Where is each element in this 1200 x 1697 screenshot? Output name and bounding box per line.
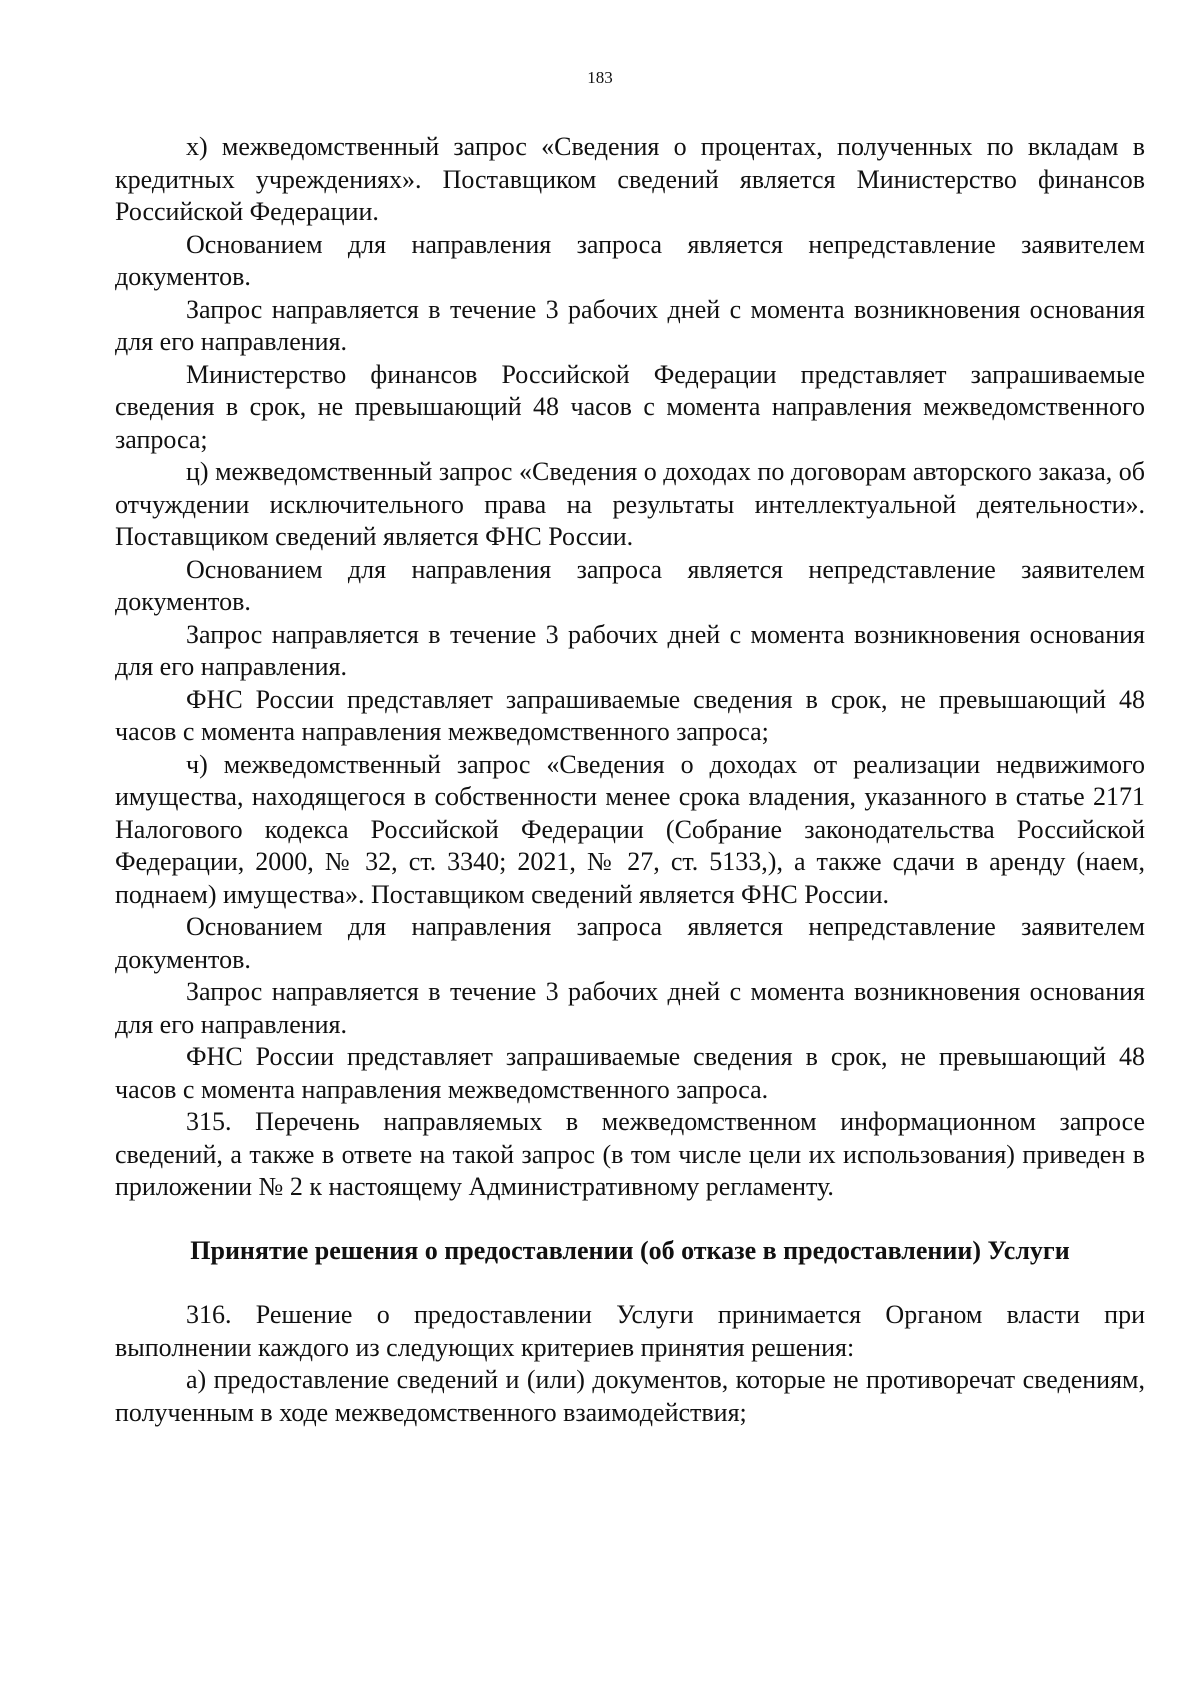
paragraph-item-ts: ц) межведомственный запрос «Сведения о доходах по договорам авторского заказа, об отчуждении исключительного права на результаты интеллектуальной деятельности». Поставщиком сведений является ФНС России. xyxy=(115,457,1145,551)
paragraph-response-term: ФНС России представляет запрашиваемые сведения в срок, не превышающий 48 часов с момента направления межведомственного запроса; xyxy=(115,684,1145,746)
paragraph-clause-315: 315. Перечень направляемых в межведомственном информационном запросе сведений, а также в ответе на такой запрос (в том числе цели их использования) приведен в приложении № 2 к настоящему Административному регламенту. xyxy=(115,1107,1145,1201)
paragraph-request-basis: Основанием для направления запроса является непредставление заявителем документов. xyxy=(115,912,1145,974)
paragraph-request-deadline: Запрос направляется в течение 3 рабочих дней с момента возникновения основания для его направления. xyxy=(115,977,1145,1039)
paragraph-item-ch: ч) межведомственный запрос «Сведения о доходах от реализации недвижимого имущества, находящегося в собственности менее срока владения, указанного в статье 2171 Налогового кодекса Российской Федерации (Собрание законодательства Российской Федерации, 2000, № 32, ст. 3340; 2021, № 27, ст. 5133,), а также сдачи в аренду (наем, поднаем) имущества». Поставщиком сведений является ФНС России. xyxy=(115,749,1145,909)
paragraph-request-deadline: Запрос направляется в течение 3 рабочих дней с момента возникновения основания для его направления. xyxy=(115,294,1145,356)
document-body xyxy=(115,131,1145,1429)
paragraph-request-basis: Основанием для направления запроса является непредставление заявителем документов. xyxy=(115,554,1145,616)
paragraph-request-deadline: Запрос направляется в течение 3 рабочих дней с момента возникновения основания для его направления. xyxy=(115,619,1145,681)
paragraph-response-term: Министерство финансов Российской Федерации представляет запрашиваемые сведения в срок, не превышающий 48 часов с момента направления межведомственного запроса; xyxy=(115,359,1145,454)
paragraph-request-basis: Основанием для направления запроса является непредставление заявителем документов. xyxy=(115,229,1145,291)
paragraph-criterion-a: а) предоставление сведений и (или) документов, которые не противоречат сведениям, полученным в ходе межведомственного взаимодействия; xyxy=(115,1365,1145,1427)
page-number: 183 xyxy=(587,68,613,87)
section-heading: Принятие решения о предоставлении (об отказе в предоставлении) Услуги xyxy=(190,1235,1070,1265)
paragraph-clause-316: 316. Решение о предоставлении Услуги принимается Органом власти при выполнении каждого из следующих критериев принятия решения: xyxy=(115,1300,1145,1362)
paragraph-response-term: ФНС России представляет запрашиваемые сведения в срок, не превышающий 48 часов с момента направления межведомственного запроса. xyxy=(115,1042,1145,1104)
paragraph-item-x: х) межведомственный запрос «Сведения о процентах, полученных по вкладам в кредитных учреждениях». Поставщиком сведений является Министерство финансов Российской Федерации. xyxy=(115,132,1145,226)
